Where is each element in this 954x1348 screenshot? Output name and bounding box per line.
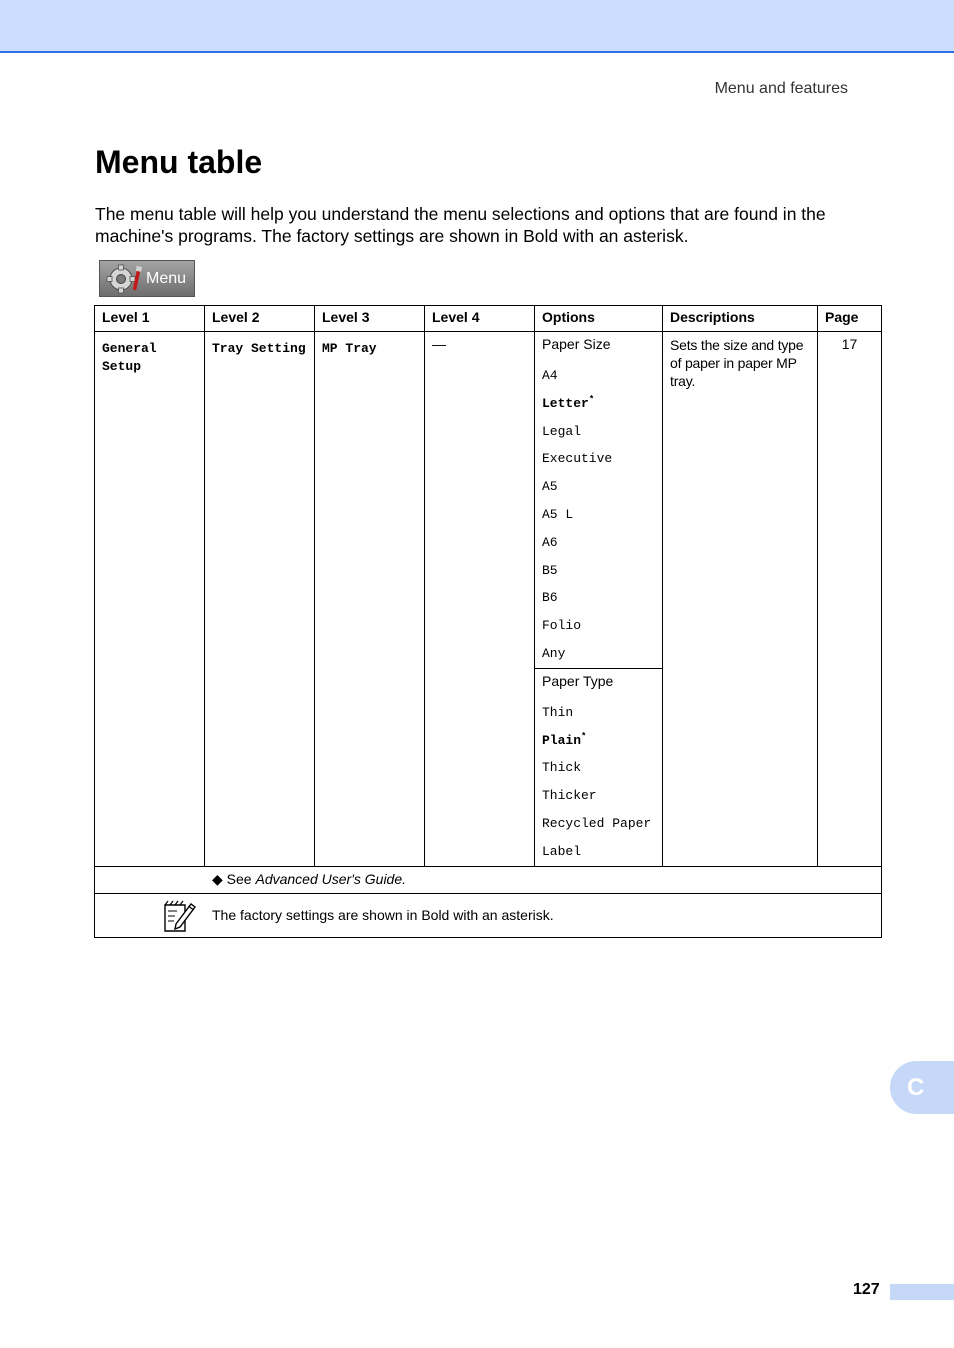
option-label: A5 L: [542, 506, 574, 522]
option-item: [542, 529, 655, 557]
paper-type-header: Paper Type: [542, 672, 614, 689]
page-number-bar: [890, 1284, 954, 1300]
option-item: [542, 699, 655, 727]
footnote-row: [95, 866, 882, 893]
chapter-tab: C: [890, 1061, 954, 1114]
level3-cell: MP Tray: [322, 341, 377, 356]
option-item: [542, 557, 655, 585]
menu-table: [94, 305, 882, 938]
option-item: [542, 362, 655, 390]
option-label: Label: [542, 843, 582, 859]
option-item: [542, 584, 655, 612]
intro-paragraph: The menu table will help you understand the menu selections and options that are found in the machine's programs. The factory settings are shown in Bold with an asterisk.: [95, 204, 826, 246]
option-label: Folio: [542, 618, 582, 634]
option-label: B5: [542, 562, 558, 578]
page-title: Menu table: [95, 144, 263, 180]
note-pencil-icon: [161, 898, 197, 934]
option-item: [542, 754, 655, 782]
col-header-options: Options: [535, 306, 663, 332]
option-label: Legal: [542, 423, 582, 439]
option-item: [542, 501, 655, 529]
table-row: [95, 332, 882, 669]
paper-size-header: Paper Size: [542, 336, 611, 352]
table-header-row: [95, 306, 882, 332]
option-label: A4: [542, 368, 558, 383]
level1-cell: General Setup: [102, 341, 157, 374]
option-label: Thin: [542, 704, 574, 720]
option-item: [542, 473, 655, 501]
option-item: [542, 727, 655, 755]
note-row: [95, 893, 882, 937]
default-asterisk: *: [581, 731, 587, 742]
option-label: Letter: [542, 395, 589, 411]
footnote-prefix: See: [226, 870, 256, 887]
note-text: The factory settings are shown in Bold with an asterisk.: [212, 906, 554, 923]
paper-size-list: [542, 362, 655, 668]
option-item: [542, 612, 655, 640]
option-label: Thicker: [542, 788, 597, 804]
col-header-descriptions: Descriptions: [663, 306, 818, 332]
option-label: Plain: [542, 732, 582, 748]
col-header-page: Page: [818, 306, 882, 332]
diamond-icon: ◆: [212, 870, 223, 887]
col-header-level1: Level 1: [95, 306, 205, 332]
page-number: 127: [853, 1281, 880, 1298]
menu-button[interactable]: [99, 260, 195, 297]
option-label: Thick: [542, 760, 582, 776]
option-label: A5: [542, 479, 558, 495]
option-label: Any: [542, 645, 566, 661]
level4-cell: —: [432, 336, 446, 352]
option-label: B6: [542, 590, 558, 606]
paper-type-options: [535, 668, 663, 866]
option-label: A6: [542, 534, 558, 550]
option-item: [542, 782, 655, 810]
option-label: Recycled Paper: [542, 815, 652, 831]
option-item: [542, 390, 655, 418]
default-asterisk: *: [588, 394, 595, 405]
option-item: [542, 445, 655, 473]
option-item: [542, 418, 655, 446]
running-header: Menu and features: [714, 80, 848, 97]
option-label: Executive: [542, 451, 613, 467]
option-item: [542, 640, 655, 668]
menu-button-label: Menu: [146, 269, 187, 287]
paper-type-list: [542, 699, 655, 866]
description-cell: Sets the size and type of paper in paper MP tray.: [663, 332, 818, 867]
option-item: [542, 810, 655, 838]
col-header-level4: Level 4: [425, 306, 535, 332]
top-banner: [0, 0, 954, 53]
gear-wrench-icon: [104, 264, 144, 294]
option-item: [542, 838, 655, 866]
level2-cell: Tray Setting: [212, 341, 306, 356]
col-header-level3: Level 3: [315, 306, 425, 332]
advanced-guide-ref: Advanced User's Guide.: [255, 870, 407, 887]
paper-size-options: [535, 332, 663, 669]
col-header-level2: Level 2: [205, 306, 315, 332]
page-cell: 17: [818, 332, 882, 867]
